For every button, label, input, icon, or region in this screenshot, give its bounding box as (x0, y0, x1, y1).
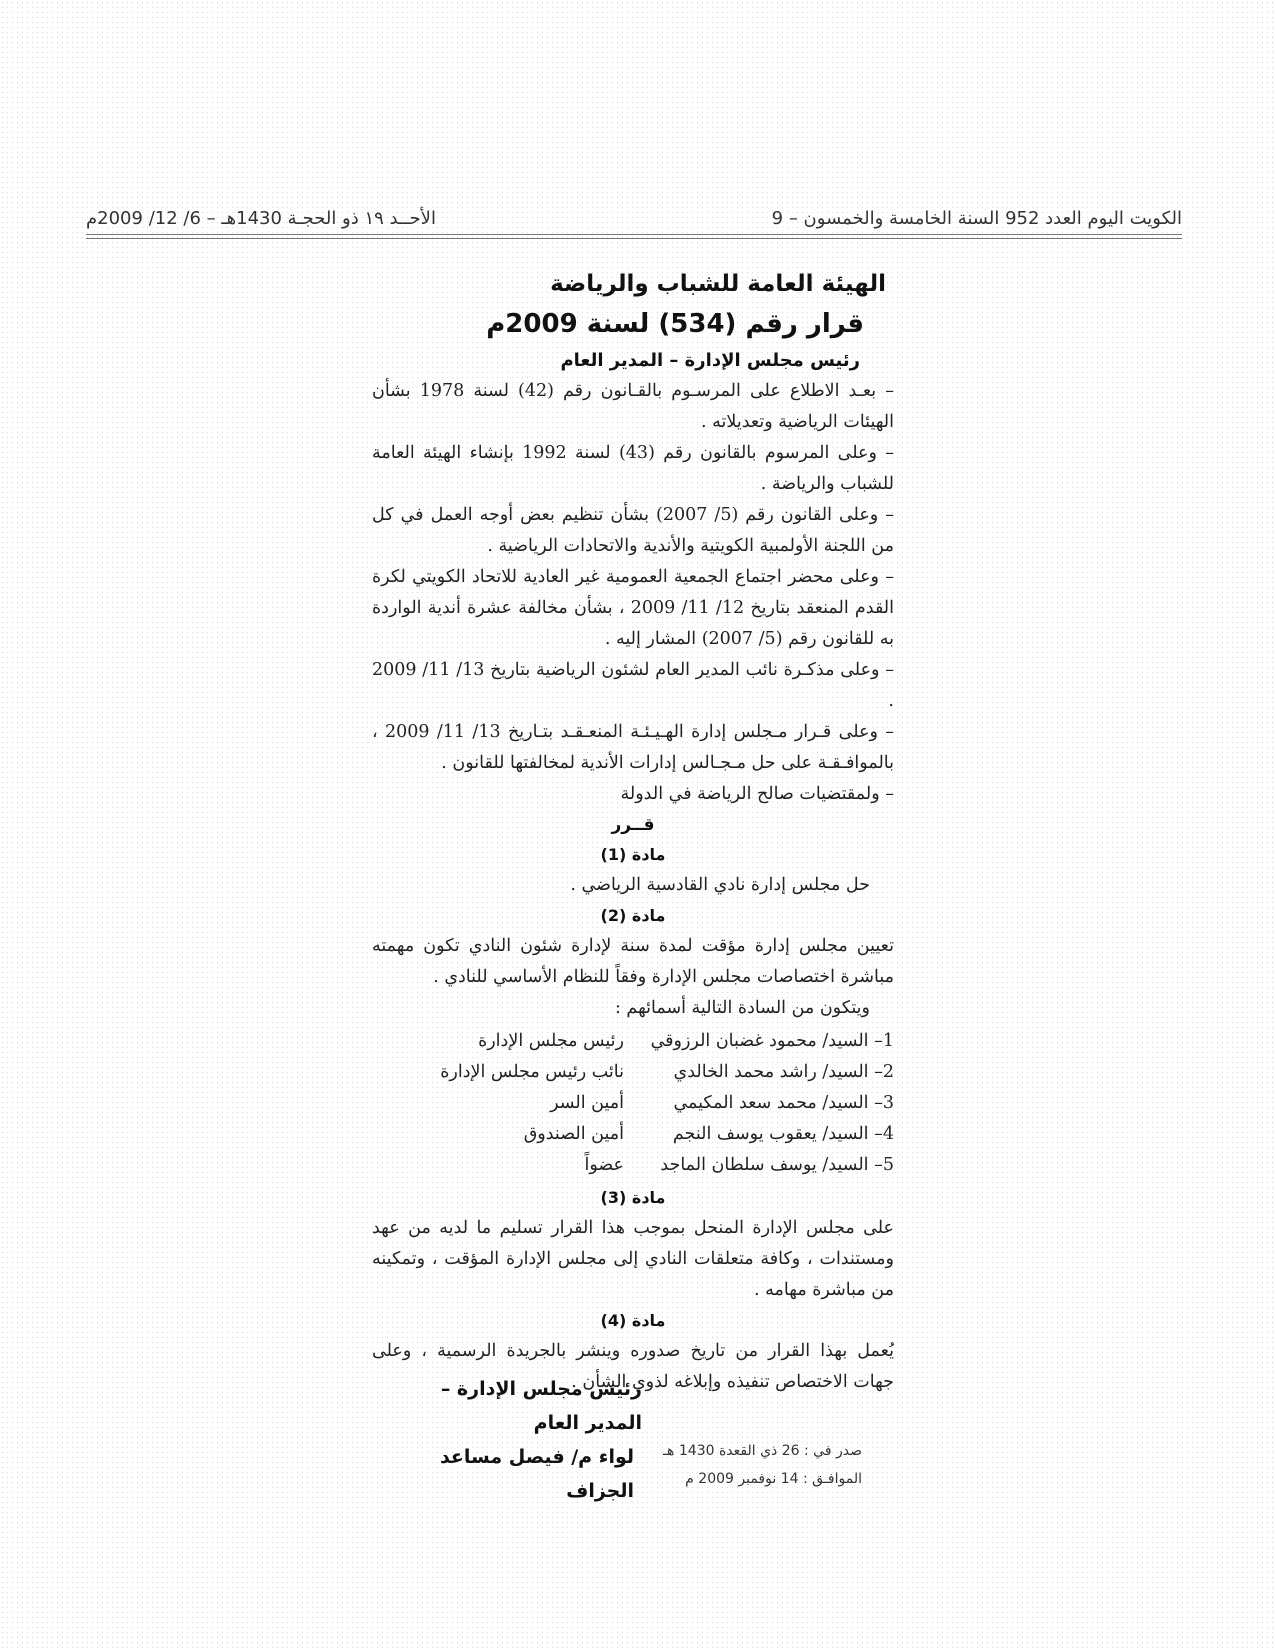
issue-date: الأحــد ١٩ ذو الحجـة 1430هـ – 6/ 12/ 2009م (86, 208, 436, 229)
member-name: 2– السيد/ راشد محمد الخالدي (673, 1062, 894, 1082)
member-role: أمين السر (550, 1093, 624, 1113)
page-header (86, 208, 1182, 232)
member-name: 5– السيد/ يوسف سلطان الماجد (660, 1155, 894, 1175)
list-item (372, 1119, 894, 1150)
issuer-title: رئيس مجلس الإدارة – المدير العام (560, 350, 860, 371)
member-role: نائب رئيس مجلس الإدارة (440, 1062, 624, 1082)
member-name: 4– السيد/ يعقوب يوسف النجم (672, 1124, 894, 1144)
list-item (372, 1088, 894, 1119)
article-1-text: حل مجلس إدارة نادي القادسية الرياضي . (570, 875, 870, 895)
decision-body (372, 268, 894, 1398)
list-item (372, 1026, 894, 1057)
article-2-text: تعيين مجلس إدارة مؤقت لمدة سنة لإدارة شئون النادي تكون مهمته مباشرة اختصاصات مجلس الإدارة وفقاً للنظام الأساسي للنادي . (372, 936, 894, 987)
authority-name: الهيئة العامة للشباب والرياضة (550, 271, 886, 297)
header-rule (86, 234, 1182, 235)
article-3-title: مادة (3) (600, 1188, 666, 1207)
signatory-name: لواء م/ فيصل مساعد الجزاف (439, 1446, 634, 1502)
preamble-item: – بعـد الاطلاع على المرسـوم بالقـانون رقم (42) لسنة 1978 بشأن الهيئات الرياضية وتعديلاته . (372, 381, 894, 432)
member-role: رئيس مجلس الإدارة (478, 1031, 624, 1051)
list-item (372, 1057, 894, 1088)
signatory-title: رئيس مجلس الإدارة – المدير العام (440, 1378, 642, 1434)
members-list (372, 1026, 894, 1181)
preamble-item: – ولمقتضيات صالح الرياضة في الدولة (620, 784, 894, 804)
decision-title: قرار رقم (534) لسنة 2009م (486, 309, 864, 339)
member-role: أمين الصندوق (523, 1124, 624, 1144)
preamble-item: – وعلى القانون رقم (5/ 2007) بشأن تنظيم بعض أوجه العمل في كل من اللجنة الأولمبية الكويتية والأندية والاتحادات الرياضية . (372, 505, 894, 556)
header-rule-secondary (86, 238, 1182, 239)
member-role: عضواً (584, 1155, 624, 1175)
member-name: 3– السيد/ محمد سعد المكيمي (673, 1093, 894, 1113)
article-2-title: مادة (2) (600, 906, 666, 925)
list-item (372, 1150, 894, 1181)
issued-hijri-date: صدر في : 26 ذي القعدة 1430 هـ (662, 1443, 862, 1459)
issue-dates (560, 1437, 862, 1493)
article-4-text: يُعمل بهذا القرار من تاريخ صدوره وينشر بالجريدة الرسمية ، وعلى جهات الاختصاص تنفيذه وإبلاغه لذوي الشأن . (372, 1341, 894, 1392)
member-name: 1– السيد/ محمود غضبان الرزوقي (650, 1031, 894, 1051)
preamble-item: – وعلى قـرار مـجلس إدارة الهـيـئـة المنعـقـد بتـاريخ 13/ 11/ 2009 ، بالموافـقـة على حل مـجـالس إدارات الأندية لمخالفتها للقانون . (372, 722, 895, 773)
decided-heading: قــرر (611, 815, 655, 835)
preamble-item: – وعلى محضر اجتماع الجمعية العمومية غير العادية للاتحاد الكويتي لكرة القدم المنعقد بتاريخ 12/ 11/ 2009 ، بشأن مخالفة عشرة أندية الواردة به للقانون رقم (5/ 2007) المشار إليه . (372, 567, 894, 649)
article-3-text: على مجلس الإدارة المنحل بموجب هذا القرار تسليم ما لديه من عهد ومستندات ، وكافة متعلقات النادي إلى مجلس الإدارة المؤقت ، وتمكينه من مباشرة مهامه . (372, 1218, 894, 1300)
article-1-title: مادة (1) (600, 845, 666, 864)
issued-gregorian-date: الموافـق : 14 نوفمبر 2009 م (685, 1471, 862, 1487)
article-4-title: مادة (4) (600, 1311, 666, 1330)
preamble-item: – وعلى المرسوم بالقانون رقم (43) لسنة 1992 بإنشاء الهيئة العامة للشباب والرياضة . (372, 443, 894, 494)
preamble-item: – وعلى مذكـرة نائب المدير العام لشئون الرياضية بتاريخ 13/ 11/ 2009 . (372, 660, 894, 711)
issue-info: الكويت اليوم العدد 952 السنة الخامسة والخمسون – 9 (771, 208, 1182, 229)
members-intro: ويتكون من السادة التالية أسمائهم : (614, 998, 870, 1018)
